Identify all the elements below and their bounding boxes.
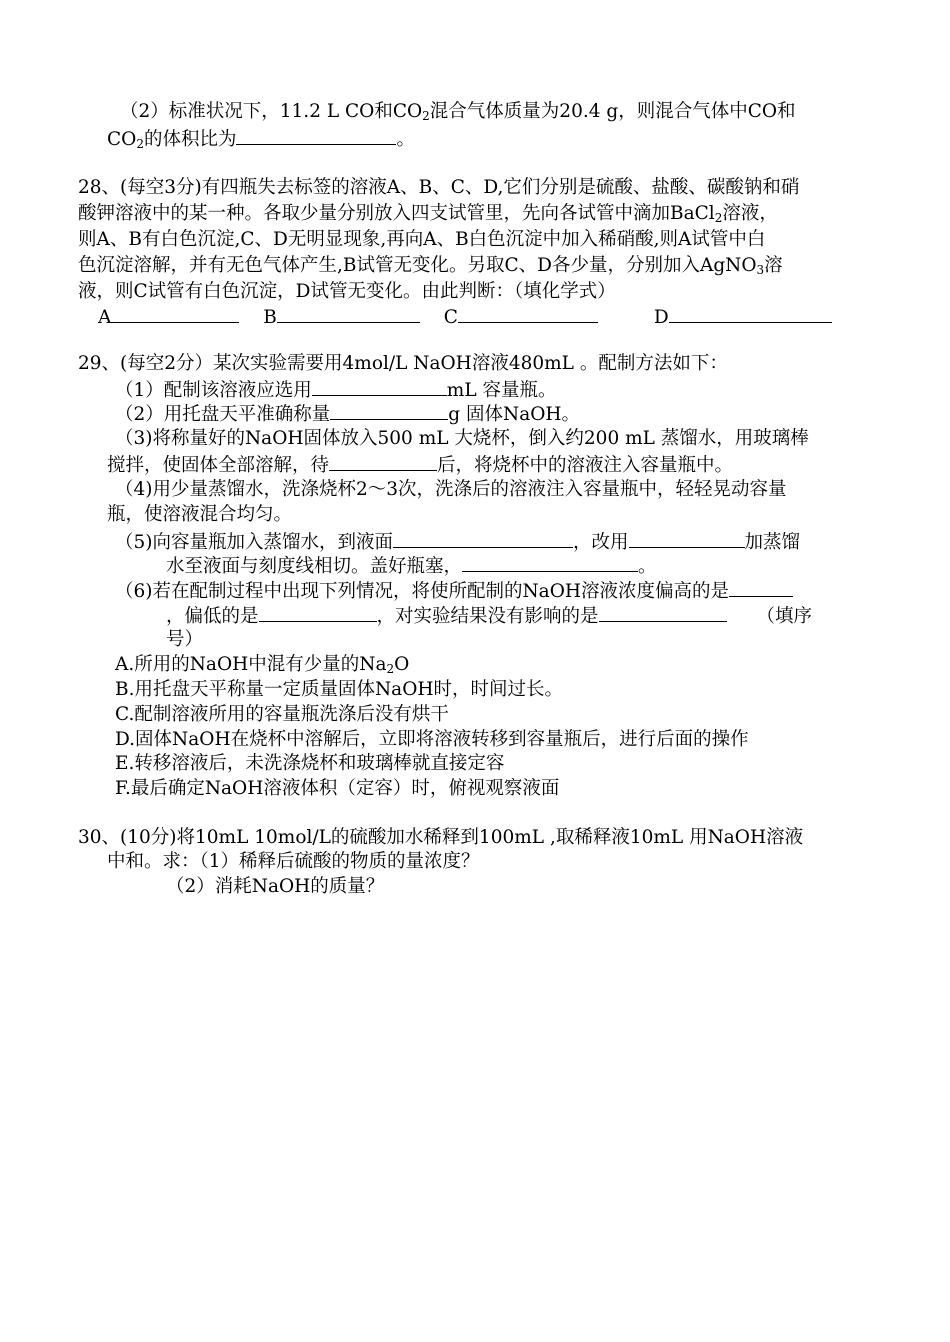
q27-p2-line1: （2）标准状况下，11.2 L CO和$CO_2$混合气体质量为20.4 g，则混合气体中CO和 xyxy=(120,101,796,123)
q28-answer-row: A B C D xyxy=(98,304,832,330)
q27-p2-line2: $CO_2$的体积比为 。 xyxy=(107,126,415,152)
answer-blank-b[interactable] xyxy=(277,304,420,323)
q29-step6-line2: ，偏低的是 ，对实验结果没有影响的是 （填序 xyxy=(166,603,812,629)
q28-line4: 色沉淀溶解，并有无色气体产生,B试管无变化。另取C、D各少量，分别加入AgNO$_3$溶 xyxy=(78,255,783,277)
answer-blank-volume-ratio[interactable] xyxy=(236,126,396,145)
answer-blank-mass[interactable] xyxy=(330,401,448,420)
answer-blank-liquid-level[interactable] xyxy=(393,529,573,548)
answer-blank-high[interactable] xyxy=(729,578,793,597)
q29-step6-line3: 号） xyxy=(166,629,204,650)
q29-option-a: A.所用的NaOH中混有少量的$Na_2O$ xyxy=(115,654,410,676)
q29-step4-line1: （4)用少量蒸馏水，洗涤烧杯2～3次，洗涤后的溶液注入容量瓶中，轻轻晃动容量 xyxy=(115,479,787,500)
q29-step6-line1: （6)若在配制过程中出现下列情况，将使所配制的NaOH溶液浓度偏高的是 xyxy=(115,578,793,604)
q29-option-d: D.固体NaOH在烧杯中溶解后，立即将溶液转移到容量瓶后，进行后面的操作 xyxy=(115,729,749,750)
q29-line1: 29、(每空2分）某次实验需要用4mol/L NaOH溶液480mL 。配制方法如下： xyxy=(78,353,728,374)
q29-step1: （1）配制该溶液应选用 mL 容量瓶。 xyxy=(115,377,557,403)
q29-option-e: E.转移溶液后，未洗涤烧杯和玻璃棒就直接定容 xyxy=(115,753,505,774)
answer-blank-d[interactable] xyxy=(669,304,832,323)
q30-line1: 30、(10分)将10mL 10mol/L的硫酸加水稀释到100mL ,取稀释液10mL 用NaOH溶液 xyxy=(78,827,804,848)
answer-blank-flask-volume[interactable] xyxy=(312,377,447,396)
q29-step2: （2）用托盘天平准确称量 g 固体NaOH。 xyxy=(115,401,580,427)
answer-blank-c[interactable] xyxy=(458,304,598,323)
answer-blank-a[interactable] xyxy=(111,304,239,323)
q29-step4-line2: 瓶，使溶液混合均匀。 xyxy=(107,504,293,525)
q30-line2: 中和。求：（1）稀释后硫酸的物质的量浓度？ xyxy=(107,851,480,872)
q29-step3-line1: （3)将称量好的NaOH固体放入500 mL 大烧杯，倒入约200 mL 蒸馏水，用玻璃棒 xyxy=(115,428,809,449)
q29-step5-line2: 水至液面与刻度线相切。盖好瓶塞， 。 xyxy=(166,553,657,579)
q28-line5: 液，则C试管有白色沉淀，D试管无变化。由此判断：（填化学式） xyxy=(78,281,616,302)
answer-blank-no-effect[interactable] xyxy=(599,603,727,622)
q29-step3-line2: 搅拌，使固体全部溶解，待 后，将烧杯中的溶液注入容量瓶中。 xyxy=(107,452,733,478)
q28-line1: 28、(每空3分)有四瓶失去标签的溶液A、B、C、D,它们分别是硫酸、盐酸、碳酸钠和硝 xyxy=(78,177,800,198)
q28-line2: 酸钾溶液中的某一种。各取少量分别放入四支试管里，先向各试管中滴加BaCl$_2$溶液， xyxy=(78,203,778,225)
q29-option-c: C.配制溶液所用的容量瓶洗涤后没有烘干 xyxy=(115,704,449,725)
q30-line3: （2）消耗NaOH的质量？ xyxy=(166,876,385,897)
q28-line3: 则A、B有白色沉淀,C、D无明显现象,再向A、B白色沉淀中加入稀硝酸,则A试管中白 xyxy=(78,229,766,250)
answer-blank-shake[interactable] xyxy=(462,553,638,572)
answer-blank-low[interactable] xyxy=(259,603,377,622)
answer-blank-instrument[interactable] xyxy=(629,529,745,548)
q29-option-f: F.最后确定NaOH溶液体积（定容）时，俯视观察液面 xyxy=(115,778,560,799)
answer-blank-wait[interactable] xyxy=(329,452,437,471)
q29-step5-line1: （5)向容量瓶加入蒸馏水，到液面 ，改用 加蒸馏 xyxy=(115,529,800,555)
q29-option-b: B.用托盘天平称量一定质量固体NaOH时，时间过长。 xyxy=(115,679,563,700)
